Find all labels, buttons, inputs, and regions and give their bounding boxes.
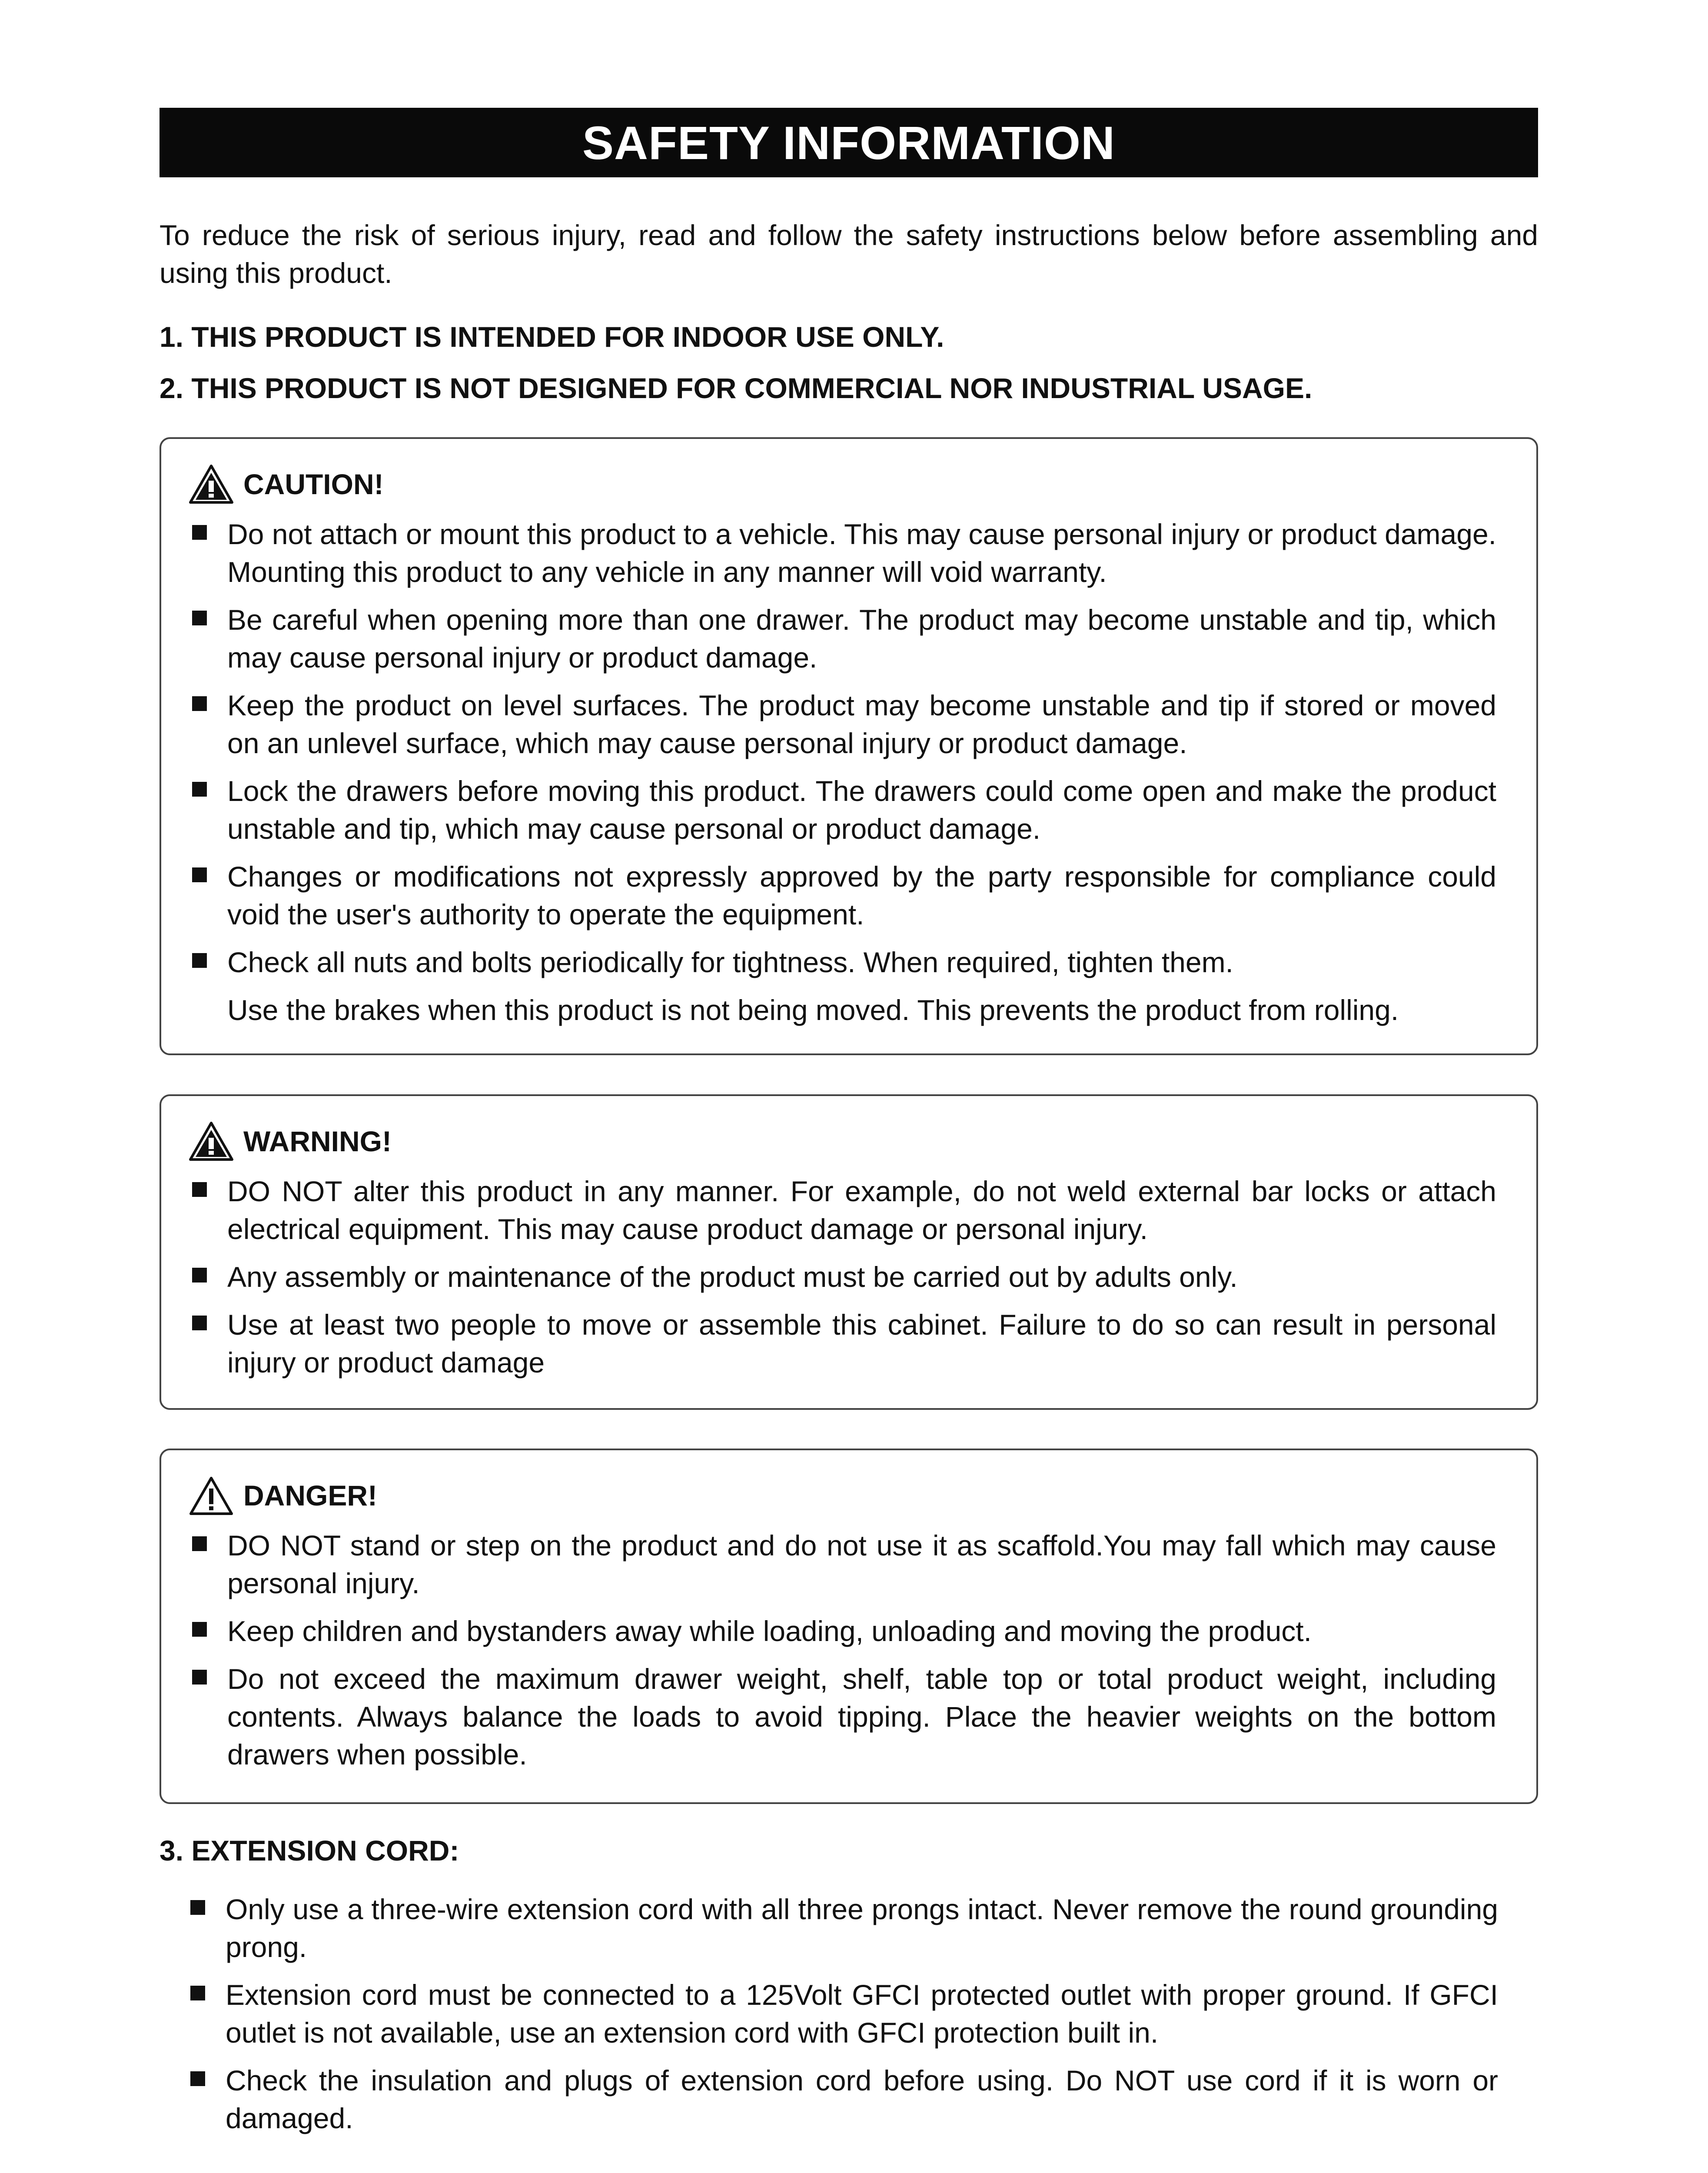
square-bullet-icon xyxy=(190,2071,205,2086)
danger-header xyxy=(189,1475,377,1515)
list-item: Changes or modifications not expressly approved by the party responsible for compliance could void the user's authority to operate the equipment. xyxy=(161,858,1536,934)
caution-title: CAUTION! xyxy=(243,468,384,500)
warning-title: WARNING! xyxy=(243,1125,392,1157)
list-item: Do not exceed the maximum drawer weight, shelf, table top or total product weight, including contents. Always balance the loads to avoid tipping. Place the heavier weights on the bottom drawers when possible. xyxy=(161,1660,1536,1774)
warning-header xyxy=(189,1121,392,1161)
list-item: Only use a three-wire extension cord with all three prongs intact. Never remove the round grounding prong. xyxy=(160,1891,1538,1966)
square-bullet-icon xyxy=(192,611,207,625)
warning-triangle-icon xyxy=(189,1121,234,1161)
warning-box xyxy=(160,1094,1538,1410)
warning-triangle-icon xyxy=(189,464,234,504)
caution-header xyxy=(189,464,384,504)
list-item: Be careful when opening more than one drawer. The product may become unstable and tip, which may cause personal injury or product damage. xyxy=(161,601,1536,677)
square-bullet-icon xyxy=(190,1986,205,2000)
list-item: Do not attach or mount this product to a vehicle. This may cause personal injury or product damage. Mounting this product to any vehicle in any manner will void warranty. xyxy=(161,515,1536,591)
list-item: Check all nuts and bolts periodically for tightness. When required, tighten them. xyxy=(161,944,1536,981)
list-item: DO NOT stand or step on the product and do not use it as scaffold.You may fall which may cause personal injury. xyxy=(161,1527,1536,1602)
square-bullet-icon xyxy=(192,1670,207,1685)
extension-cord-heading: 3. EXTENSION CORD: xyxy=(160,1834,459,1867)
danger-box xyxy=(160,1449,1538,1804)
caution-note: Use the brakes when this product is not being moved. This prevents the product from rolling. xyxy=(227,994,1399,1026)
square-bullet-icon xyxy=(192,525,207,540)
square-bullet-icon xyxy=(192,1316,207,1330)
square-bullet-icon xyxy=(192,953,207,968)
intro-text: To reduce the risk of serious injury, read and follow the safety instructions below before assembling and using this product. xyxy=(160,219,1538,289)
list-item: Keep children and bystanders away while loading, unloading and moving the product. xyxy=(161,1612,1536,1650)
list-item: Any assembly or maintenance of the product must be carried out by adults only. xyxy=(161,1258,1536,1296)
square-bullet-icon xyxy=(192,1268,207,1283)
danger-title: DANGER! xyxy=(243,1479,377,1512)
rule-indoor-use: 1. THIS PRODUCT IS INTENDED FOR INDOOR USE ONLY. xyxy=(160,321,944,353)
list-item: Lock the drawers before moving this product. The drawers could come open and make the product unstable and tip, which may cause personal or product damage. xyxy=(161,772,1536,848)
square-bullet-icon xyxy=(192,1182,207,1197)
danger-list xyxy=(161,1527,1536,1774)
rule-not-commercial: 2. THIS PRODUCT IS NOT DESIGNED FOR COMMERCIAL NOR INDUSTRIAL USAGE. xyxy=(160,372,1313,404)
square-bullet-icon xyxy=(192,867,207,882)
list-item: Check the insulation and plugs of extension cord before using. Do NOT use cord if it is worn or damaged. xyxy=(160,2062,1538,2137)
square-bullet-icon xyxy=(192,1536,207,1551)
square-bullet-icon xyxy=(192,782,207,797)
list-item: DO NOT alter this product in any manner. For example, do not weld external bar locks or attach electrical equipment. This may cause product damage or personal injury. xyxy=(161,1173,1536,1248)
list-item: Use at least two people to move or assemble this cabinet. Failure to do so can result in personal injury or product damage xyxy=(161,1306,1536,1382)
list-item: Keep the product on level surfaces. The product may become unstable and tip if stored or moved on an unlevel surface, which may cause personal injury or product damage. xyxy=(161,687,1536,762)
list-item: Extension cord must be connected to a 125Volt GFCI protected outlet with proper ground. If GFCI outlet is not available, use an extension cord with GFCI protection built in. xyxy=(160,1976,1538,2052)
caution-list xyxy=(161,515,1536,1029)
exclamation-triangle-icon xyxy=(189,1475,234,1515)
page-title: SAFETY INFORMATION xyxy=(160,108,1538,177)
warning-list xyxy=(161,1173,1536,1382)
square-bullet-icon xyxy=(192,1622,207,1637)
caution-box xyxy=(160,437,1538,1055)
extension-cord-list xyxy=(160,1891,1538,2137)
square-bullet-icon xyxy=(192,696,207,711)
square-bullet-icon xyxy=(190,1900,205,1915)
